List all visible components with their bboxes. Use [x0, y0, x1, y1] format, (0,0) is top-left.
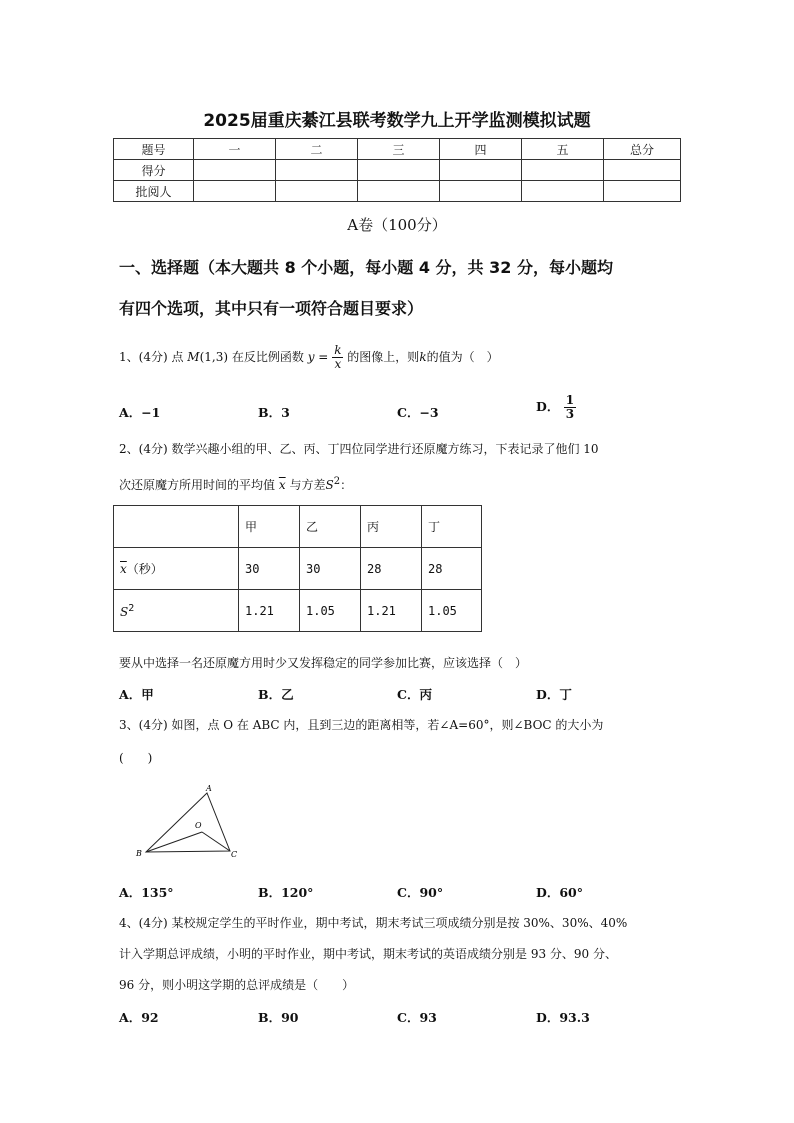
score-cell[interactable] [358, 160, 440, 181]
q2-header-cell: 乙 [300, 506, 361, 548]
score-row-label: 批阅人 [114, 181, 194, 202]
label-b: B [136, 849, 142, 858]
q2-question: 要从中选择一名还原魔方用时少又发挥稳定的同学参加比赛，应该选择（ ） [119, 656, 528, 670]
q3-option-c[interactable]: C．90° [397, 885, 444, 900]
q2-table-row-mean [114, 548, 482, 590]
q4-option-b[interactable]: B．90 [258, 1010, 299, 1025]
question-3-line2: ( ) [119, 751, 153, 765]
q1-option-d-den: 3 [565, 407, 575, 421]
score-header-cell: 题号 [114, 139, 194, 160]
q2-line2-a: 次还原魔方所用时间的平均值 [119, 478, 276, 492]
q1-option-d-fraction [564, 394, 576, 421]
q1-frac-den: x [334, 357, 342, 371]
page-title: 2025届重庆綦江县联考数学九上开学监测模拟试题 [203, 111, 591, 131]
q4-option-d[interactable]: D．93.3 [536, 1010, 590, 1025]
score-cell[interactable] [276, 160, 358, 181]
q4-option-c[interactable]: C．93 [397, 1010, 437, 1025]
q1-prefix: 1、(4分) 点 [119, 350, 184, 364]
score-table [113, 138, 681, 202]
q2-xbar: $\overline{x}$ [278, 478, 286, 492]
q2-mean-unit: （秒） [126, 562, 163, 576]
score-cell[interactable] [604, 181, 681, 202]
q2-table-header-row [114, 506, 482, 548]
q2-s: S [325, 478, 334, 492]
score-header-cell: 四 [440, 139, 522, 160]
q1-option-a[interactable]: A．−1 [119, 405, 161, 420]
triangle-figure [130, 780, 250, 862]
section-heading-line1: 一、选择题（本大题共 8 个小题，每小题 4 分，共 32 分，每小题均 [119, 258, 613, 277]
q2-header-cell [114, 506, 239, 548]
q2-var-var: S [120, 604, 129, 619]
q1-option-d-label: D． [536, 399, 560, 414]
q2-cell: 30 [300, 548, 361, 590]
score-table-row [114, 181, 681, 202]
q2-mean-var: $\overline{x}$ [120, 562, 127, 576]
q2-s-sup: 2 [333, 476, 341, 487]
q2-option-c[interactable]: C．丙 [397, 687, 432, 702]
label-a: A [206, 784, 212, 793]
q1-coord: (1,3) [199, 350, 229, 364]
q2-cell: 1.21 [361, 590, 422, 632]
score-cell[interactable] [522, 181, 604, 202]
q2-row-label-variance [114, 590, 239, 632]
q2-header-cell: 甲 [239, 506, 300, 548]
question-4-line2: 计入学期总评成绩，小明的平时作业，期中考试，期末考试的英语成绩分别是 93 分、90 分、 [119, 947, 617, 961]
q2-option-d[interactable]: D．丁 [536, 687, 572, 702]
q1-point: M [187, 350, 200, 364]
segment-bo [146, 832, 202, 852]
q2-cell: 1.05 [300, 590, 361, 632]
q1-fraction [332, 344, 343, 371]
q2-var-sup: 2 [128, 602, 135, 614]
q1-frac-num: k [334, 343, 342, 357]
q2-option-b[interactable]: B．乙 [258, 687, 294, 702]
q3-option-b[interactable]: B．120° [258, 885, 314, 900]
score-cell[interactable] [440, 160, 522, 181]
q1-option-d-num: 1 [565, 393, 575, 407]
score-cell[interactable] [522, 160, 604, 181]
q2-option-a[interactable]: A．甲 [119, 687, 154, 702]
question-4-line1: 4、(4分) 某校规定学生的平时作业，期中考试，期末考试三项成绩分别是按 30%、30%、40% [119, 916, 628, 930]
volume-heading: A卷（100分） [347, 216, 447, 234]
q1-after: 的图像上，则 [347, 350, 420, 364]
q1-option-c[interactable]: C．−3 [397, 405, 439, 420]
score-cell[interactable] [604, 160, 681, 181]
question-2-line2 [119, 476, 352, 493]
score-cell[interactable] [440, 181, 522, 202]
score-cell[interactable] [358, 181, 440, 202]
question-1 [119, 344, 499, 371]
question-4-line3: 96 分，则小明这学期的总评成绩是（ ） [119, 978, 355, 992]
q2-cell: 1.21 [239, 590, 300, 632]
section-heading-line2: 有四个选项，其中只有一项符合题目要求） [119, 299, 424, 318]
q2-line2-b: 与方差 [289, 478, 326, 492]
score-table-row [114, 160, 681, 181]
q2-cell: 28 [422, 548, 482, 590]
triangle-abc [146, 793, 230, 852]
q1-var: k [419, 350, 427, 364]
q2-data-table [113, 505, 482, 632]
q2-cell: 1.05 [422, 590, 482, 632]
q2-table-row-variance [114, 590, 482, 632]
q2-header-cell: 丙 [361, 506, 422, 548]
score-header-cell: 一 [194, 139, 276, 160]
q3-option-a[interactable]: A．135° [119, 885, 174, 900]
score-header-cell: 总分 [604, 139, 681, 160]
q1-eq: y = [307, 350, 329, 364]
q2-line2-end: ： [340, 478, 353, 492]
score-table-header-row [114, 139, 681, 160]
q2-row-label-mean [114, 548, 239, 590]
score-cell[interactable] [194, 181, 276, 202]
score-row-label: 得分 [114, 160, 194, 181]
q1-option-b[interactable]: B．3 [258, 405, 290, 420]
score-cell[interactable] [276, 181, 358, 202]
score-header-cell: 三 [358, 139, 440, 160]
label-o: O [195, 821, 202, 830]
q1-mid: 在反比例函数 [231, 350, 304, 364]
question-3-line1: 3、(4分) 如图，点 O 在 ABC 内，且到三边的距离相等，若∠A=60°，则∠BOC 的大小为 [119, 718, 604, 732]
q2-cell: 30 [239, 548, 300, 590]
score-cell[interactable] [194, 160, 276, 181]
score-header-cell: 五 [522, 139, 604, 160]
q1-end: 的值为（ ） [426, 350, 499, 364]
q2-header-cell: 丁 [422, 506, 482, 548]
label-c: C [231, 850, 238, 859]
q1-option-d[interactable] [536, 394, 576, 421]
q2-cell: 28 [361, 548, 422, 590]
q4-option-a[interactable]: A．92 [119, 1010, 159, 1025]
score-header-cell: 二 [276, 139, 358, 160]
q3-option-d[interactable]: D．60° [536, 885, 583, 900]
question-2-line1: 2、(4分) 数学兴趣小组的甲、乙、丙、丁四位同学进行还原魔方练习，下表记录了他们 10 [119, 442, 599, 456]
